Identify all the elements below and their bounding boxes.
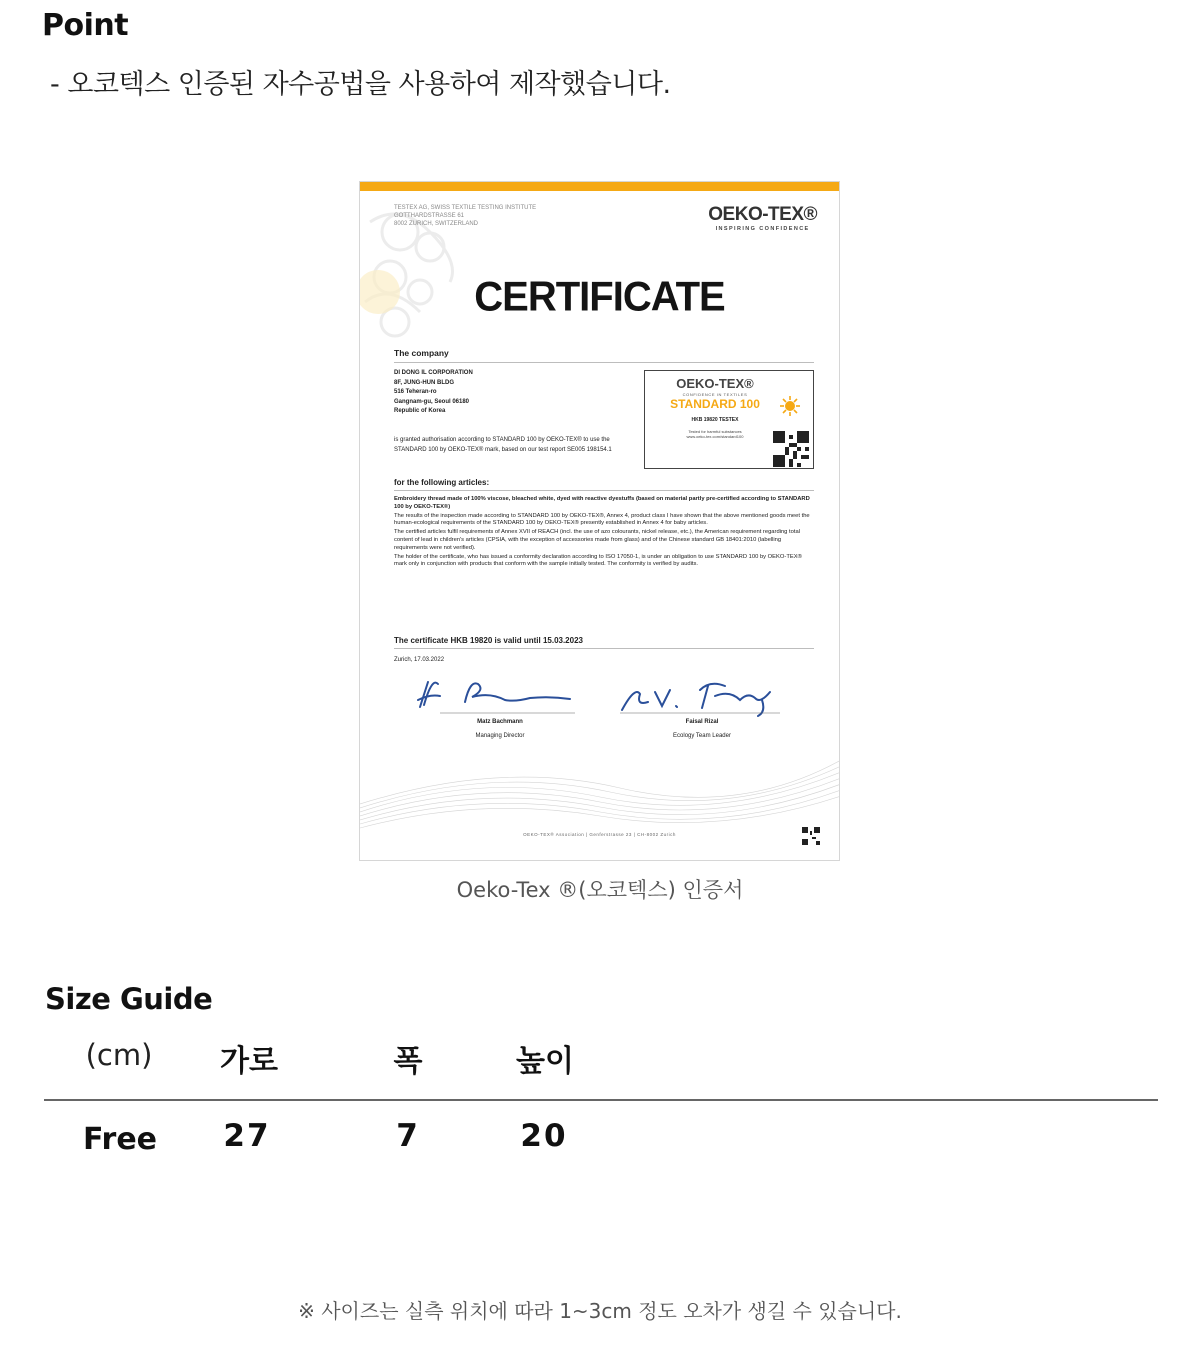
company-address: DI DONG IL CORPORATION 8F, JUNG-HUN BLDG 516 Teheran-ro Gangnam-gu, Seoul 06180 Republic of Korea — [394, 370, 473, 414]
signer-1: Matz Bachmann Managing Director — [475, 719, 525, 739]
article-paragraph: Embroidery thread made of 100% viscose, bleached white, dyed with reactive dyestuffs (based on material partly pre-certified according to STANDARD 100 by OEKO-TEX®) — [394, 496, 810, 510]
size-guide-title: Size Guide — [45, 982, 213, 1016]
qr-code-icon — [802, 827, 820, 845]
standard-100-label — [644, 370, 814, 469]
row-depth-value: 7 — [396, 1118, 418, 1154]
signer-2: Faisal Rizal Ecology Team Leader — [673, 719, 731, 739]
company-label: The company — [394, 348, 449, 358]
table-divider — [44, 1099, 1158, 1101]
label-brand: OEKO-TEX® — [676, 376, 754, 391]
point-title: Point — [42, 8, 129, 43]
row-size-label: Free — [82, 1122, 158, 1157]
header-depth: 폭 — [393, 1044, 423, 1079]
point-description: - 오코텍스 인증된 자수공법을 사용하여 제작했습니다. — [50, 69, 671, 100]
article-paragraph: The holder of the certificate, who has issued a conformity declaration according to ISO 17050-1, is under an obligation to use STANDARD 100 by OEKO-TEX® mark only in conjunction with products that conform with the sample initially tested. The conformity is verified by audits. — [394, 553, 802, 568]
brand-name: OEKO-TEX® — [708, 204, 817, 225]
label-number: HKB 19820 TESTEX — [691, 417, 739, 423]
size-unit: (cm) — [85, 1038, 153, 1072]
decorative-waves-icon — [360, 752, 840, 832]
certificate-top-bar — [360, 182, 839, 191]
sun-icon — [779, 395, 801, 417]
institute-address: TESTEX AG, SWISS TEXTILE TESTING INSTITUTE GOTTHARDSTRASSE 61 8002 ZURICH, SWITZERLAND — [394, 205, 537, 227]
certificate-title: CERTIFICATE — [474, 273, 725, 321]
place-date: Zurich, 17.03.2022 — [394, 657, 445, 663]
label-standard: STANDARD 100 — [670, 397, 760, 411]
brand-tagline: INSPIRING CONFIDENCE — [715, 226, 810, 232]
oeko-tex-logo — [708, 204, 817, 232]
certificate-footer: OEKO-TEX® Association | Genferstrasse 23 | CH-8002 Zurich — [523, 832, 676, 837]
label-tested: Tested for harmful substances www.oeko-tex.com/standard100 — [686, 429, 744, 439]
articles-text — [394, 496, 814, 570]
size-note: ※ 사이즈는 실측 위치에 따라 1~3cm 정도 오차가 생길 수 있습니다. — [298, 1299, 902, 1323]
divider — [394, 362, 814, 363]
certificate-image — [359, 181, 840, 861]
validity-text: The certificate HKB 19820 is valid until 15.03.2023 — [394, 636, 583, 645]
row-height-value: 20 — [520, 1118, 568, 1154]
row-width-value: 27 — [223, 1118, 271, 1154]
article-paragraph: The results of the inspection made according to STANDARD 100 by OEKO-TEX®, Annex 4, product class I have shown that the above mentioned goods meet the human-ecological requirements of the STANDARD 100 by OEKO-TEX® presently established in Annex 4 for baby articles. — [394, 512, 810, 527]
article-paragraph: The certified articles fulfil requirements of Annex XVII of REACH (incl. the use of azo colourants, nickel release, etc.), the American requirement regarding total content of lead in children's articles (CPSIA, with the exception of accessories made from glass) and of the Chinese standard GB 18401:2010 (labelling requirements were not verified). — [394, 529, 800, 551]
header-height: 높이 — [516, 1044, 574, 1079]
qr-code-icon — [773, 431, 809, 467]
certificate-caption: Oeko-Tex ®(오코텍스) 인증서 — [456, 878, 744, 902]
divider — [394, 648, 814, 649]
divider — [394, 490, 814, 491]
header-width: 가로 — [220, 1044, 278, 1079]
articles-label: for the following articles: — [394, 478, 490, 487]
authorisation-text: is granted authorisation according to STANDARD 100 by OEKO-TEX® to use the STANDARD 100 by OEKO-TEX® mark, based on our test report SE005 198154.1 — [394, 437, 612, 453]
label-confidence: CONFIDENCE IN TEXTILES — [682, 392, 748, 397]
